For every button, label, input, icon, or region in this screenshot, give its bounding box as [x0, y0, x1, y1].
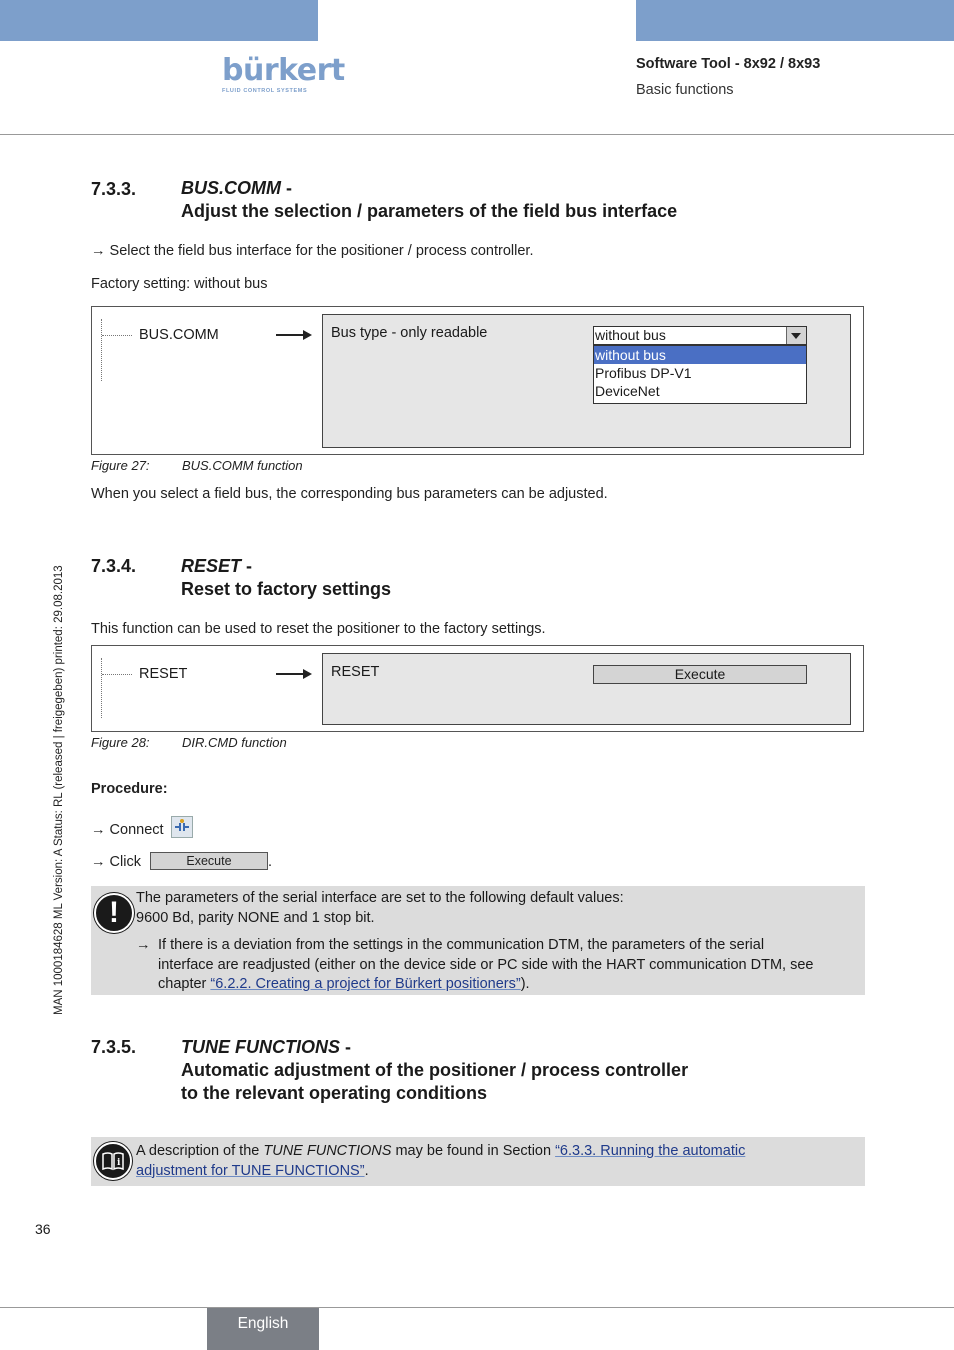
tree-item-reset[interactable]: RESET [139, 666, 188, 682]
side-print-info: MAN 1000184628 ML Version: A Status: RL (released | freigegeben) printed: 29.08.2013 [53, 565, 65, 1015]
tree-branch [102, 335, 132, 336]
section-title-keyword: RESET [181, 556, 242, 576]
dropdown-option[interactable]: without bus [594, 346, 806, 364]
title-dash: - [281, 178, 292, 198]
execute-button-inline[interactable]: Execute [150, 852, 268, 870]
title-dash: - [241, 556, 253, 576]
page-number: 36 [35, 1221, 51, 1237]
section-title-line2: Automatic adjustment of the positioner / process controller [181, 1060, 689, 1080]
exclamation-icon: ! [94, 893, 134, 933]
section-title-line2: Adjust the selection / parameters of the field bus interface [181, 201, 678, 221]
header-divider [0, 134, 954, 135]
section-number: 7.3.3. [91, 179, 137, 199]
section-number: 7.3.5. [91, 1037, 137, 1057]
section-title-keyword: BUS.COMM [181, 178, 281, 198]
logo-tagline: FLUID CONTROL SYSTEMS [222, 88, 308, 94]
tree-item-bus-comm[interactable]: BUS.COMM [139, 327, 219, 343]
info-text-part: A description of the [136, 1143, 264, 1159]
factory-setting: Factory setting: without bus [91, 276, 268, 292]
info-text [136, 1142, 861, 1181]
doc-subtitle: Basic functions [636, 82, 734, 98]
note-line: interface are readjusted (either on the device side or PC side with the HART communication DTM, see [158, 956, 814, 973]
step-click [91, 852, 272, 870]
info-note [91, 1137, 865, 1186]
footer-divider [0, 1307, 954, 1308]
note-arrow: → [136, 937, 151, 953]
after-text: When you select a field bus, the corresponding bus parameters can be adjusted. [91, 486, 608, 502]
arrow-icon [276, 673, 310, 675]
step-end: . [267, 854, 273, 870]
bus-type-dropdown[interactable] [593, 326, 807, 345]
dropdown-option[interactable]: Profibus DP-V1 [595, 365, 692, 381]
caption-number: Figure 28: [91, 735, 150, 750]
burkert-logo: bürkert [222, 53, 345, 88]
reset-panel [322, 653, 851, 725]
bus-comm-panel [322, 314, 851, 448]
note-bullet [136, 936, 861, 995]
reset-label: RESET [331, 664, 380, 680]
caption-text: DIR.CMD function [182, 735, 287, 750]
tree-line [101, 658, 102, 718]
note-line [158, 975, 861, 995]
section-title [181, 555, 881, 601]
figure-caption [91, 735, 391, 753]
info-text-part: . [364, 1162, 369, 1179]
section-title-keyword: TUNE FUNCTIONS [181, 1037, 340, 1057]
bus-type-label: Bus type - only readable [331, 325, 488, 341]
figure-caption [91, 458, 391, 476]
info-text-part: may be found in Section [391, 1143, 556, 1159]
info-book-icon [94, 1142, 132, 1180]
execute-button[interactable]: Execute [593, 665, 807, 684]
title-dash: - [340, 1037, 351, 1057]
note-text [136, 889, 861, 995]
note-line: The parameters of the serial interface are set to the following default values: [136, 890, 624, 906]
caption-number: Figure 27: [91, 458, 150, 473]
connect-icon[interactable] [171, 816, 193, 838]
section-title-line3: to the relevant operating conditions [181, 1083, 488, 1103]
dropdown-options [593, 345, 807, 404]
note-line: 9600 Bd, parity NONE and 1 stop bit. [136, 909, 375, 926]
reset-intro: This function can be used to reset the positioner to the factory settings. [91, 621, 546, 637]
warning-note [91, 886, 865, 995]
section-link[interactable]: adjustment for TUNE FUNCTIONS” [136, 1162, 365, 1179]
info-text-italic: TUNE FUNCTIONS [263, 1143, 392, 1159]
dropdown-option[interactable]: DeviceNet [595, 383, 660, 399]
note-text-part: ). [520, 976, 530, 992]
caption-text: BUS.COMM function [182, 458, 303, 473]
tree-branch [102, 674, 132, 675]
step-connect [91, 816, 193, 838]
step-click-text: → Click [91, 854, 141, 870]
figure-bus-comm [91, 306, 864, 455]
note-text-part: chapter [158, 976, 211, 992]
figure-reset [91, 645, 864, 732]
section-number: 7.3.4. [91, 556, 137, 576]
note-line: If there is a deviation from the settings in the communication DTM, the parameters of the serial [158, 937, 765, 953]
arrow-icon [276, 334, 310, 336]
dropdown-value: without bus [595, 327, 666, 343]
step-connect-text: → Connect [91, 822, 164, 838]
chapter-link[interactable]: “6.2.2. Creating a project for Bürkert positioners” [210, 976, 521, 992]
header-bar-right [636, 0, 954, 41]
doc-title: Software Tool - 8x92 / 8x93 [636, 56, 821, 72]
header-bar-left [0, 0, 318, 41]
svg-text:i: i [117, 1158, 121, 1168]
chevron-down-icon[interactable] [786, 327, 806, 344]
section-title-line2: Reset to factory settings [181, 579, 392, 599]
instruction: → Select the field bus interface for the positioner / process controller. [91, 243, 534, 259]
procedure-label: Procedure: [91, 781, 168, 797]
section-link[interactable]: “6.3.3. Running the automatic [555, 1143, 746, 1159]
language-tab: English [207, 1308, 319, 1350]
section-title [181, 177, 881, 223]
section-title [181, 1036, 881, 1105]
tree-line [101, 319, 102, 381]
